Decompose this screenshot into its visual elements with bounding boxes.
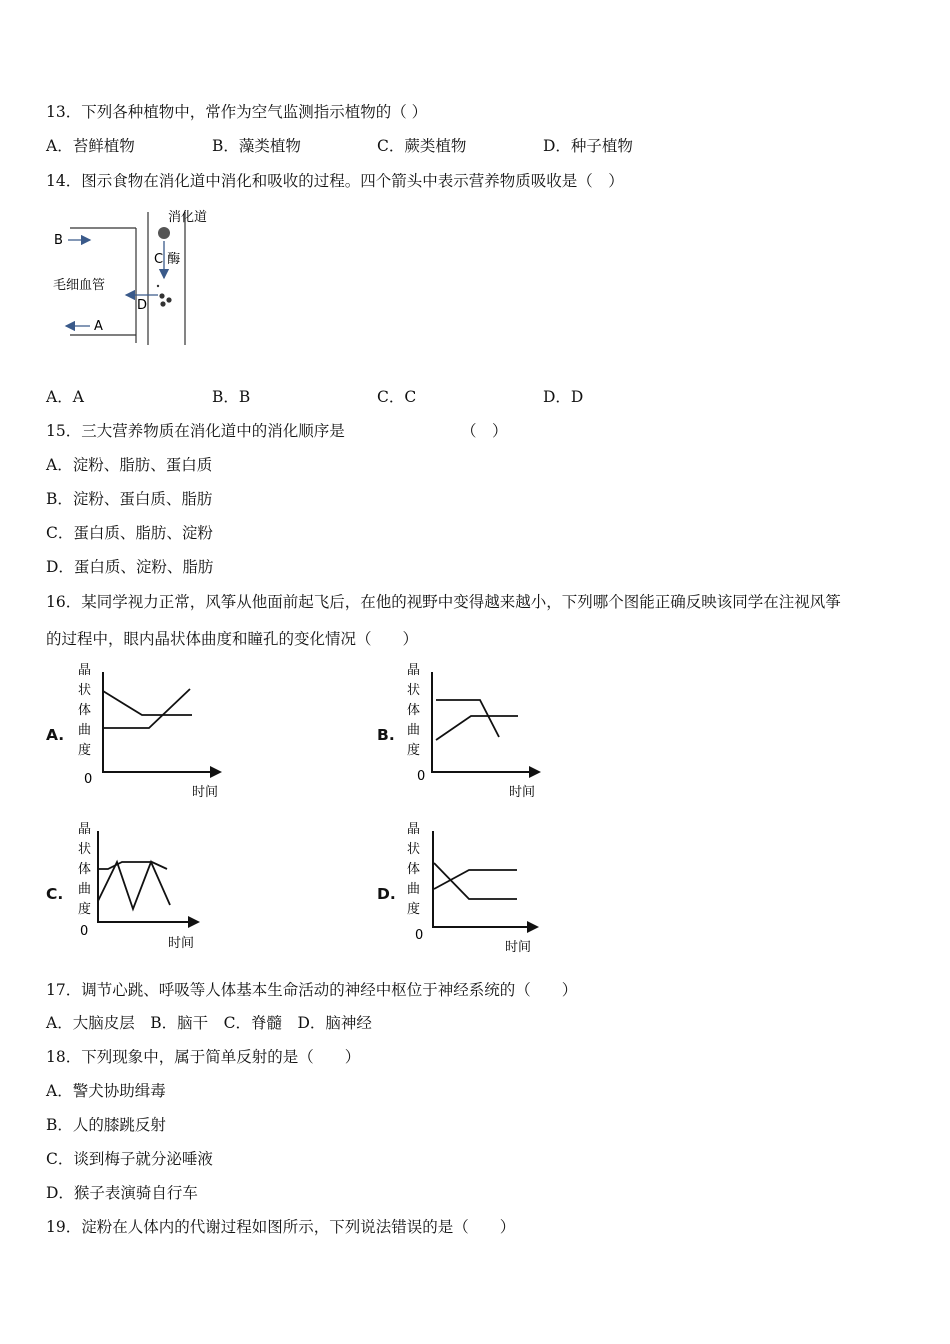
svg-text:晶: 晶 bbox=[407, 663, 421, 678]
graph-c-ylabel bbox=[78, 822, 91, 917]
graph-c-xlabel: 时间 bbox=[168, 936, 195, 951]
graph-a-ylabel bbox=[78, 663, 91, 758]
svg-text:体: 体 bbox=[407, 862, 421, 877]
svg-text:状: 状 bbox=[407, 683, 421, 698]
svg-text:度: 度 bbox=[407, 902, 421, 917]
food-particle bbox=[158, 227, 170, 239]
svg-text:体: 体 bbox=[78, 703, 92, 718]
svg-text:曲: 曲 bbox=[407, 723, 421, 738]
graph-c bbox=[72, 817, 232, 962]
graph-b bbox=[403, 658, 563, 803]
svg-text:状: 状 bbox=[78, 842, 92, 857]
q15-option-d: D．蛋白质、淀粉、脂肪 bbox=[46, 558, 214, 576]
svg-text:体: 体 bbox=[78, 862, 92, 877]
graph-b-xlabel: 时间 bbox=[509, 785, 536, 800]
label-d: D bbox=[137, 298, 148, 313]
q14-stem: 14．图示食物在消化道中消化和吸收的过程。四个箭头中表示营养物质吸收是（ ） bbox=[46, 172, 624, 190]
q14-option-d: D．D bbox=[543, 388, 584, 406]
enzyme-label: C 酶 bbox=[154, 252, 181, 267]
graph-a bbox=[72, 658, 232, 803]
svg-text:曲: 曲 bbox=[78, 882, 92, 897]
graph-c-origin: 0 bbox=[80, 924, 89, 939]
q16-stem-line2: 的过程中，眼内晶状体曲度和瞳孔的变化情况（ ） bbox=[46, 630, 419, 648]
q16-stem-line1: 16．某同学视力正常，风筝从他面前起飞后，在他的视野中变得越来越小，下列哪个图能正确反映该同学在注视风筝 bbox=[46, 593, 841, 611]
q15-stem: 15．三大营养物质在消化道中的消化顺序是 （ ） bbox=[46, 422, 508, 440]
q13-option-b: B．藻类植物 bbox=[212, 137, 301, 155]
graph-a-label: A. bbox=[46, 726, 65, 744]
graph-a-origin: 0 bbox=[84, 772, 93, 787]
q17-stem: 17．调节心跳、呼吸等人体基本生命活动的神经中枢位于神经系统的（ ） bbox=[46, 981, 578, 999]
svg-text:状: 状 bbox=[407, 842, 421, 857]
svg-text:状: 状 bbox=[78, 683, 92, 698]
capillary-label: 毛细血管 bbox=[53, 278, 106, 293]
q18-option-a: A．警犬协助缉毒 bbox=[46, 1082, 166, 1100]
q15-option-c: C．蛋白质、脂肪、淀粉 bbox=[46, 524, 213, 542]
svg-text:晶: 晶 bbox=[407, 822, 421, 837]
q17-options: A．大脑皮层 B．脑干 C．脊髓 D．脑神经 bbox=[46, 1014, 372, 1032]
label-b: B bbox=[54, 233, 63, 248]
svg-text:曲: 曲 bbox=[407, 882, 421, 897]
svg-text:度: 度 bbox=[78, 743, 92, 758]
digestion-figure bbox=[46, 200, 226, 350]
graph-c-label: C. bbox=[46, 885, 64, 903]
q13-stem: 13．下列各种植物中，常作为空气监测指示植物的（ ） bbox=[46, 103, 428, 121]
digestive-tract-label: 消化道 bbox=[168, 210, 208, 225]
q13-option-a: A．苔鲜植物 bbox=[46, 137, 135, 155]
graph-d bbox=[403, 817, 563, 962]
q13-option-d: D．种子植物 bbox=[543, 137, 633, 155]
graph-a-curve-2 bbox=[103, 689, 190, 728]
q14-option-a: A．A bbox=[46, 388, 84, 406]
svg-text:曲: 曲 bbox=[78, 723, 92, 738]
graph-d-ylabel bbox=[407, 822, 420, 917]
svg-text:晶: 晶 bbox=[78, 822, 92, 837]
svg-text:度: 度 bbox=[407, 743, 421, 758]
graph-b-ylabel bbox=[407, 663, 420, 758]
q14-option-c: C．C bbox=[377, 388, 417, 406]
svg-text:度: 度 bbox=[78, 902, 92, 917]
q18-option-c: C．谈到梅子就分泌唾液 bbox=[46, 1150, 213, 1168]
graph-b-origin: 0 bbox=[417, 769, 426, 784]
q13-option-c: C．蕨类植物 bbox=[377, 137, 467, 155]
graph-d-curve-1 bbox=[434, 863, 517, 899]
graph-c-curve-1 bbox=[98, 862, 167, 869]
q14-option-b: B．B bbox=[212, 388, 251, 406]
svg-text:体: 体 bbox=[407, 703, 421, 718]
q18-option-d: D．猴子表演骑自行车 bbox=[46, 1184, 198, 1202]
graph-b-label: B. bbox=[377, 726, 395, 744]
graph-a-xlabel: 时间 bbox=[192, 785, 219, 800]
q18-option-b: B．人的膝跳反射 bbox=[46, 1116, 166, 1134]
q15-option-a: A．淀粉、脂肪、蛋白质 bbox=[46, 456, 213, 474]
graph-d-origin: 0 bbox=[415, 928, 424, 943]
label-a: A bbox=[94, 319, 103, 334]
graph-d-label: D. bbox=[377, 885, 396, 903]
graph-b-curve-2 bbox=[436, 716, 518, 740]
svg-text:晶: 晶 bbox=[78, 663, 92, 678]
graph-d-xlabel: 时间 bbox=[505, 940, 532, 955]
q19-stem: 19．淀粉在人体内的代谢过程如图所示，下列说法错误的是（ ） bbox=[46, 1218, 516, 1236]
q15-option-b: B．淀粉、蛋白质、脂肪 bbox=[46, 490, 213, 508]
q18-stem: 18．下列现象中，属于简单反射的是（ ） bbox=[46, 1048, 361, 1066]
graph-d-curve-2 bbox=[434, 870, 517, 889]
graph-a-curve-1 bbox=[103, 691, 192, 715]
